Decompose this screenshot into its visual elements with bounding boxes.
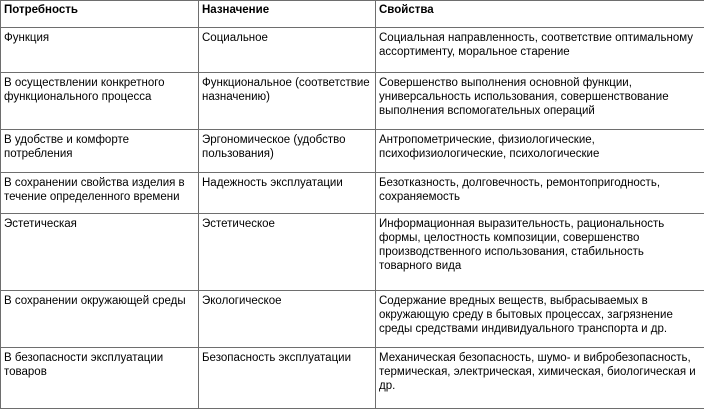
cell-need: В безопасности эксплуатации товаров xyxy=(1,348,199,409)
header-properties: Свойства xyxy=(376,1,704,28)
cell-properties: Содержание вредных веществ, выбрасываемых в окружающую среду в бытовых процессах, загрязнение среды средствами индивидуального транспорта и др. xyxy=(376,291,704,348)
cell-purpose: Социальное xyxy=(199,28,376,73)
cell-need: Функция xyxy=(1,28,199,73)
header-purpose: Назначение xyxy=(199,1,376,28)
cell-properties: Совершенство выполнения основной функции, универсальность использования, совершенствование выполнения вспомогательных операций xyxy=(376,73,704,130)
table-row xyxy=(1,214,704,291)
cell-purpose: Эргономическое (удобство пользования) xyxy=(199,130,376,173)
cell-properties: Безотказность, долговечность, ремонтопригодность, сохраняемость xyxy=(376,173,704,214)
cell-purpose: Эстетическое xyxy=(199,214,376,291)
cell-need: В сохранении окружающей среды xyxy=(1,291,199,348)
cell-properties: Информационная выразительность, рациональность формы, целостность композиции, совершенство производственного использования, стабильность товарного вида xyxy=(376,214,704,291)
cell-need: В удобстве и комфорте потребления xyxy=(1,130,199,173)
cell-purpose: Функциональное (соответствие назначению) xyxy=(199,73,376,130)
cell-need: В сохранении свойства изделия в течение определенного времени xyxy=(1,173,199,214)
cell-purpose: Безопасность эксплуатации xyxy=(199,348,376,409)
table-row xyxy=(1,291,704,348)
cell-purpose: Экологическое xyxy=(199,291,376,348)
header-need: Потребность xyxy=(1,1,199,28)
cell-properties: Социальная направленность, соответствие оптимальному ассортименту, моральное старение xyxy=(376,28,704,73)
cell-need: В осуществлении конкретного функционального процесса xyxy=(1,73,199,130)
table-row xyxy=(1,28,704,73)
table-row xyxy=(1,348,704,409)
cell-properties: Антропометрические, физиологические, психофизиологические, психологические xyxy=(376,130,704,173)
table-row xyxy=(1,173,704,214)
cell-need: Эстетическая xyxy=(1,214,199,291)
table-header-row xyxy=(1,1,704,28)
cell-properties: Механическая безопасность, шумо- и вибробезопасность, термическая, электрическая, химическая, биологическая и др. xyxy=(376,348,704,409)
table-row xyxy=(1,73,704,130)
table-row xyxy=(1,130,704,173)
cell-purpose: Надежность эксплуатации xyxy=(199,173,376,214)
